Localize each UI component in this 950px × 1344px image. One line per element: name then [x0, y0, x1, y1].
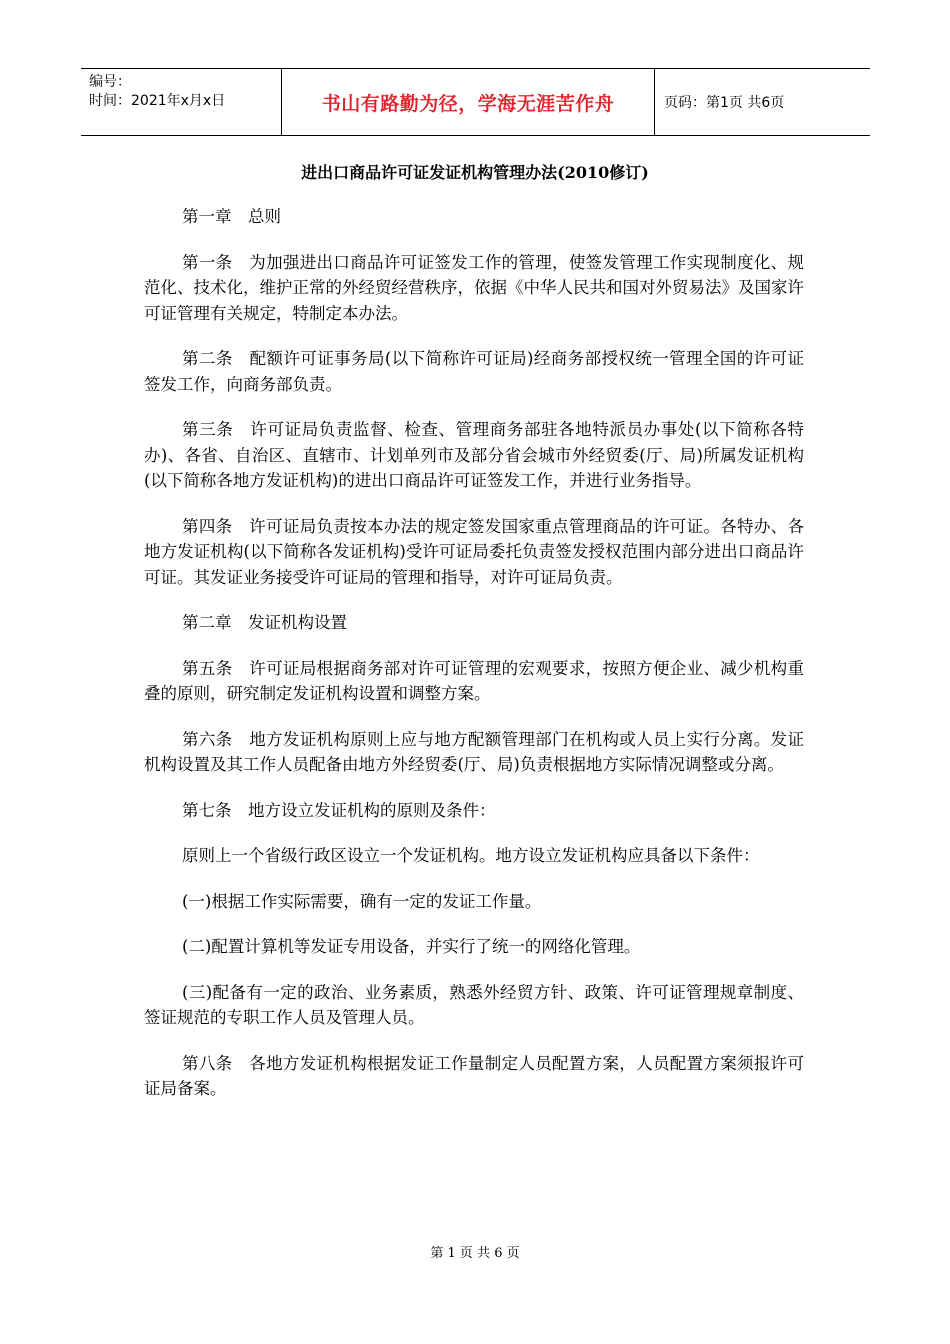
article-paragraph: 第三条 许可证局负责监督、检查、管理商务部驻各地特派员办事处(以下简称各特办)、各省、自治区、直辖市、计划单列市及部分省会城市外经贸委(厅、局)所属发证机构(以下简称各地方发证机构)的进出口商品许可证签发工作，并进行业务指导。 — [144, 420, 804, 490]
document-body — [144, 204, 804, 1122]
page-footer: 第 1 页 共 6 页 — [430, 1246, 520, 1261]
document-date-label: 时间：2021年x月x日 — [89, 93, 226, 109]
article-paragraph: 第八条 各地方发证机构根据发证工作量制定人员配置方案，人员配置方案须报许可证局备案。 — [144, 1053, 804, 1098]
list-item: (二)配置计算机等发证专用设备，并实行了统一的网络化管理。 — [182, 937, 641, 956]
body-paragraph: 原则上一个省级行政区设立一个发证机构。地方设立发证机构应具备以下条件： — [182, 846, 760, 865]
article-paragraph: 第一条 为加强进出口商品许可证签发工作的管理，使签发管理工作实现制度化、规范化、技术化，维护正常的外经贸经营秩序，依据《中华人民共和国对外贸易法》及国家许可证管理有关规定，特制定本办法。 — [144, 252, 804, 323]
header-table — [81, 68, 870, 136]
article-paragraph: 第七条 地方设立发证机构的原则及条件： — [182, 800, 496, 820]
article-paragraph: 第四条 许可证局负责按本办法的规定签发国家重点管理商品的许可证。各特办、各地方发证机构(以下简称各发证机构)受许可证局委托负责签发授权范围内部分进出口商品许可证。其发证业务接受许可证局的管理和指导，对许可证局负责。 — [144, 516, 804, 587]
document-number-label: 编号： — [89, 74, 131, 90]
list-item: (一)根据工作实际需要，确有一定的发证工作量。 — [182, 891, 542, 911]
header-motto: 书山有路勤为径，学海无涯苦作舟 — [321, 92, 615, 115]
header-motto-cell — [281, 69, 655, 135]
header-page-number: 页码：第1页 共6页 — [664, 95, 785, 111]
article-paragraph: 第二条 配额许可证事务局(以下简称许可证局)经商务部授权统一管理全国的许可证签发工作，向商务部负责。 — [144, 349, 804, 394]
header-page-cell — [655, 69, 870, 135]
list-item: (三)配备有一定的政治、业务素质，熟悉外经贸方针、政策、许可证管理规章制度、签证规范的专职工作人员及管理人员。 — [144, 982, 804, 1027]
article-paragraph: 第五条 许可证局根据商务部对许可证管理的宏观要求，按照方便企业、减少机构重叠的原则，研究制定发证机构设置和调整方案。 — [144, 658, 804, 703]
chapter-heading: 第二章 发证机构设置 — [182, 613, 347, 632]
document-title: 进出口商品许可证发证机构管理办法(2010修订) — [301, 163, 649, 182]
article-paragraph: 第六条 地方发证机构原则上应与地方配额管理部门在机构或人员上实行分离。发证机构设置及其工作人员配备由地方外经贸委(厅、局)负责根据地方实际情况调整或分离。 — [144, 729, 804, 774]
header-meta-cell — [81, 69, 281, 135]
chapter-heading: 第一章 总则 — [182, 207, 281, 226]
